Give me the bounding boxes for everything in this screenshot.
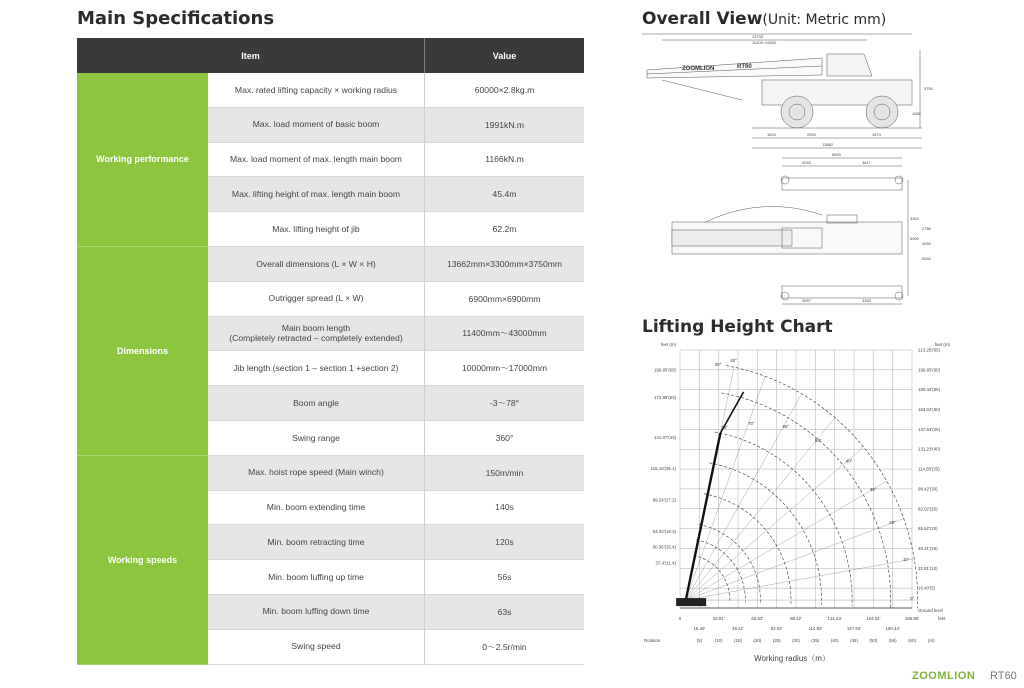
left-tick: 173.88'(53)	[653, 395, 676, 401]
chart-arcs	[694, 366, 918, 609]
angle-label: 20°	[889, 520, 896, 526]
table-row	[208, 351, 584, 386]
x-tick-m: (5)	[696, 638, 703, 643]
angle-ray	[686, 376, 765, 600]
x-tick-feet-bottom: 147.64'	[846, 626, 862, 631]
x-tick-feet-top: 98.42'	[790, 616, 802, 621]
angle-label: 0°	[910, 596, 915, 602]
spec-group	[77, 456, 584, 665]
dim-5550: 5550	[922, 256, 931, 261]
value-cell: 62.2m	[425, 212, 584, 247]
angle-label: 50°	[815, 437, 822, 443]
left-tick: 196.85'(60)	[653, 367, 676, 373]
value-cell: 6900mm×6900mm	[425, 282, 584, 317]
value-cell: 0～2.5r/min	[425, 630, 584, 665]
item-cell: Min. boom extending time	[208, 491, 425, 526]
chart-boom	[676, 392, 743, 606]
right-tick: 65.62'(20)	[918, 526, 938, 532]
x-tick-m: (25)	[772, 638, 781, 643]
right-tick: 164.04'(50)	[918, 407, 941, 413]
x-axis-label: Working radius（m）	[754, 654, 830, 663]
value-cell: 11400mm～43000mm	[425, 317, 584, 352]
x-tick-m: (m)	[928, 638, 935, 643]
x-tick-m: (35)	[811, 638, 820, 643]
x-tick-feet-bottom: 82.02'	[770, 626, 783, 631]
spec-group	[77, 247, 584, 456]
table-row	[208, 386, 584, 421]
x-tick-feet-bottom: 180.44'	[885, 626, 900, 631]
dim-boom: 11400~43000	[752, 40, 777, 45]
x-tick-m: (10)	[714, 638, 723, 643]
item-cell: Outrigger spread (L × W)	[208, 282, 425, 317]
angle-ray	[686, 481, 887, 600]
overall-view-unit: (Unit: Metric mm)	[762, 12, 887, 28]
dim-3283: 3283	[802, 160, 811, 165]
right-tick: 147.64'(45)	[918, 426, 941, 432]
category-cell: Dimensions	[77, 247, 208, 456]
dim-1682: 1682	[912, 111, 921, 116]
angle-label: 60°	[782, 424, 790, 430]
table-row	[208, 560, 584, 595]
angle-labels	[715, 358, 915, 601]
table-row	[208, 456, 584, 491]
left-axis-ticks	[651, 342, 677, 565]
x-tick-m: (45)	[850, 638, 858, 643]
angle-label: 10°	[902, 556, 910, 562]
right-unit-bottom: feet	[938, 616, 946, 621]
dim-6900-side: 6900	[910, 236, 919, 241]
chart-grid	[680, 350, 915, 608]
x-tick-feet-top: 164.04'	[866, 616, 881, 621]
item-cell: Min. boom luffing down time	[208, 595, 425, 630]
spec-group	[77, 73, 584, 247]
right-tick: 114.83'(35)	[918, 466, 940, 472]
x-tick-feet-bottom: 114.83'	[808, 626, 823, 631]
value-cell: 1166kN.m	[425, 143, 584, 178]
dim-3300: 3300	[910, 216, 919, 221]
overall-view-drawing	[642, 30, 942, 310]
table-header	[77, 38, 584, 73]
angle-label: 78°	[721, 425, 728, 431]
value-cell: 63s	[425, 595, 584, 630]
table-row	[208, 282, 584, 317]
right-tick: 196.85'(60)	[918, 367, 941, 373]
item-cell: Overall dimensions (L × W × H)	[208, 247, 425, 282]
dim-6900-top: 6900	[832, 152, 841, 157]
dim-3750: 3750	[924, 86, 933, 91]
dim-3617: 3617	[862, 160, 871, 165]
value-cell: 13662mm×3300mm×3750mm	[425, 247, 584, 282]
item-cell: Max. hoist rope speed (Main winch)	[208, 456, 425, 491]
left-tick: 89.24'(27.2)	[652, 497, 676, 503]
item-cell: Max. load moment of basic boom	[208, 108, 425, 143]
jib-angle-label: 40°	[730, 357, 737, 363]
right-unit-top: feet (m)	[934, 342, 950, 347]
overall-view-title	[642, 9, 886, 29]
x-tick-m: (50)	[869, 638, 878, 643]
x-tick-m: (15)	[734, 638, 742, 643]
lifting-height-chart	[642, 340, 952, 670]
table-row	[208, 177, 584, 212]
right-tick: 213.25'(65)	[918, 347, 941, 353]
item-cell: Swing range	[208, 421, 425, 456]
boom-brand: ZOOMLION	[682, 66, 715, 72]
crane-body	[676, 598, 706, 606]
value-cell: 1991kN.m	[425, 108, 584, 143]
dim-3383: 3383	[862, 298, 871, 303]
left-tick: 63.32'(19.3)	[652, 528, 676, 534]
value-cell: 150m/min	[425, 456, 584, 491]
value-cell: 60000×2.8kg.m	[425, 73, 584, 108]
table-row	[208, 595, 584, 630]
angle-ray	[686, 556, 914, 600]
item-cell: Swing speed	[208, 630, 425, 665]
chart-angle-rays	[686, 367, 918, 600]
right-tick: 98.42'(30)	[918, 486, 938, 492]
dim-1574: 1574	[872, 132, 881, 137]
dim-2780: 2780	[922, 226, 931, 231]
item-cell: Boom angle	[208, 386, 425, 421]
x-tick-feet-top: 196.85'	[904, 616, 920, 621]
boom-arc	[721, 393, 890, 608]
spec-table	[77, 38, 584, 665]
right-tick: 82.02'(25)	[918, 506, 938, 512]
right-tick: 32.81'(10)	[918, 565, 938, 571]
boom-arc	[704, 494, 791, 604]
item-cell: Max. lifting height of max. length main boom	[208, 177, 425, 212]
right-tick: 16.40'(5)	[918, 585, 936, 591]
right-tick: 131.23'(40)	[918, 446, 941, 452]
table-row	[208, 491, 584, 526]
table-row	[208, 212, 584, 247]
spec-title: Main Specifications	[77, 8, 275, 29]
category-cell: Working performance	[77, 73, 208, 247]
left-tick: 50.36'(15.4)	[652, 544, 676, 550]
right-tick: 180.44'(55)	[918, 387, 941, 393]
left-tick: 115.16'(35.1)	[650, 466, 676, 472]
footer-brand: ZOOMLION	[912, 670, 976, 682]
jib-angle-label: 30°	[714, 361, 722, 367]
angle-label: 40°	[845, 458, 853, 464]
left-unit: feet (m)	[660, 342, 676, 347]
angle-label: 70°	[747, 420, 755, 426]
angle-label: 30°	[869, 486, 877, 492]
item-cell: Min. boom retracting time	[208, 525, 425, 560]
header-item: Item	[77, 38, 425, 73]
table-row	[208, 108, 584, 143]
table-row	[208, 421, 584, 456]
item-cell: Main boom length (Completely retracted – completely extended)	[208, 317, 425, 352]
dim-13662: 13662	[822, 142, 834, 147]
dim-3057: 3057	[802, 298, 811, 303]
table-row	[208, 247, 584, 282]
value-cell: 56s	[425, 560, 584, 595]
value-cell: 120s	[425, 525, 584, 560]
value-cell: 360°	[425, 421, 584, 456]
header-value: Value	[492, 50, 517, 61]
x-tick-m: (60)	[908, 638, 916, 643]
x-tick-feet-top: 32.81'	[712, 616, 725, 621]
x-tick-m: (55)	[888, 638, 897, 643]
lifting-chart-title: Lifting Height Chart	[642, 317, 833, 337]
right-tick: 49.21'(15)	[918, 545, 938, 551]
dim-top: 13733	[752, 34, 764, 39]
boom-arc	[694, 556, 730, 602]
table-row	[208, 73, 584, 108]
dim-4050: 4050	[922, 241, 931, 246]
x-tick-feet-top: 0	[678, 616, 682, 621]
right-ground: Ground level	[918, 608, 943, 613]
item-cell: Max. load moment of max. length main boom	[208, 143, 425, 178]
item-cell: Min. boom luffing up time	[208, 560, 425, 595]
value-cell: 140s	[425, 491, 584, 526]
main-boom	[686, 433, 721, 600]
x-tick-feet-top: 131.23'	[827, 616, 842, 621]
x-tick-feet-bottom: 49.21'	[732, 626, 744, 631]
rotation-label: Rotation	[644, 638, 661, 643]
item-cell: Max. rated lifting capacity × working radius	[208, 73, 425, 108]
dim-1824: 1824	[767, 132, 776, 137]
boom-model: RT60	[737, 64, 752, 70]
table-row	[208, 630, 584, 665]
left-tick: 141.07'(43)	[653, 434, 676, 440]
item-cell: Jib length (section 1 – section 1 +section 2)	[208, 351, 425, 386]
value-cell: -3～78°	[425, 386, 584, 421]
value-cell: 10000mm～17000mm	[425, 351, 584, 386]
table-body	[77, 73, 584, 665]
table-row	[208, 143, 584, 178]
x-tick-feet-top: 65.62'	[751, 616, 764, 621]
dim-2550: 2550	[807, 132, 816, 137]
x-tick-m: (40)	[830, 638, 839, 643]
left-tick: 37.4'(11.4)	[655, 560, 676, 566]
bottom-axis-ticks	[644, 616, 935, 643]
value-cell: 45.4m	[425, 177, 584, 212]
boom-arc	[709, 463, 821, 605]
footer-model: RT60	[990, 670, 1017, 682]
x-tick-feet-bottom: 16.40'	[693, 626, 706, 631]
overall-view-title-text: Overall View	[642, 9, 763, 29]
category-cell: Working speeds	[77, 456, 208, 665]
right-axis-ticks	[918, 342, 951, 621]
boom-arc	[715, 432, 852, 606]
table-row	[208, 317, 584, 352]
table-row	[208, 525, 584, 560]
item-cell: Max. lifting height of jib	[208, 212, 425, 247]
x-tick-m: (30)	[792, 638, 800, 643]
x-tick-m: (20)	[753, 638, 762, 643]
boom-arc	[699, 525, 761, 603]
